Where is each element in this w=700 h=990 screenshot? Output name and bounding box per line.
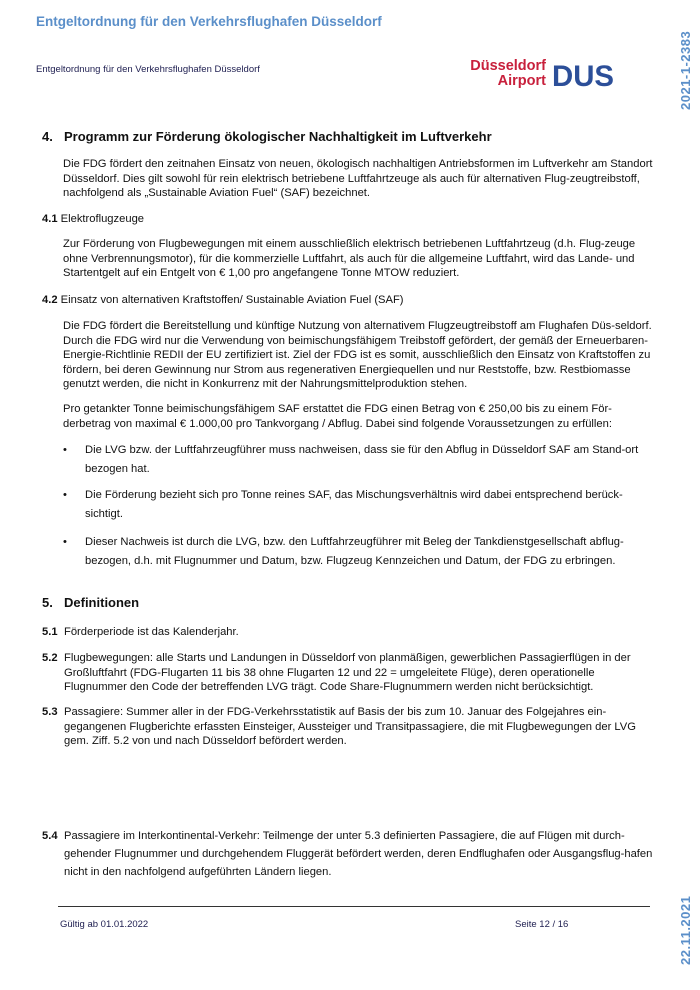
section-4-intro: Die FDG fördert den zeitnahen Einsatz von neuen, ökologisch nachhaltigen Antriebsformen im Luftverkehr am Standort Düsseldorf. Dies gilt sowohl für rein elektrisch betriebene Luftfahrtzeuge als auch für alternativen Flug-zeugtreibstoff, nachfolgend als „Sustainable Aviation Fuel“ (SAF) bezeichnet.: [63, 158, 653, 200]
definition-text: Passagiere im Interkontinental-Verkehr: Teilmenge der unter 5.3 definierten Passagiere, die auf Flügen mit durch-gehender Flugnummer und durchgehendem Fluggerät befördert werden, deren Endflughafen oder Ausgangsflug-hafen nicht in den nachfolgend aufgeführten Ländern liegen.: [64, 830, 653, 878]
logo-line-2: Airport: [497, 73, 546, 89]
bullet-icon: •: [63, 489, 67, 501]
list-item-text: Dieser Nachweis ist durch die LVG, bzw. den Luftfahrzeugführer mit Beleg der Tankdienstgesellschaft abflug-bezogen, d.h. mit Flugnummer und Datum, bzw. Flugzeug Kennzeichen und Datum, der FDG zu erbringen.: [85, 536, 624, 567]
section-4-1-heading: [42, 212, 144, 226]
definition-number: 5.2: [42, 652, 58, 664]
section-4-1-number: 4.1: [42, 213, 58, 225]
definition-text: Flugbewegungen: alle Starts und Landungen in Düsseldorf von planmäßigen, gewerblichen Passagierflügen in der Großluftfahrt (FDG-Flugarten 11 bis 38 ohne Flugarten 12 und 22 = umgeleitete Flüge), deren operationelle Flugnummer den Code der betreffenden LVG trägt. Code Share-Flugnummern werden nicht berücksichtigt.: [64, 652, 631, 694]
section-4-2-title: Einsatz von alternativen Kraftstoffen/ Sustainable Aviation Fuel (SAF): [60, 294, 404, 306]
list-item: [63, 441, 658, 478]
section-5-number: 5.: [42, 595, 53, 610]
section-4-1-text: Zur Förderung von Flugbewegungen mit einem ausschließlich elektrisch betriebenen Luftfahrtzeug (d.h. Flug-zeuge ohne Verbrennungsmotor), für die kommerzielle Luftfahrt, als auch für die allgemeine Luftfahrt, wird das Lande- und Startentgelt auf ein Entgelt von € 1,00 pro angefangene Tonne MTOW reduziert.: [63, 238, 636, 280]
page-header: Entgeltordnung für den Verkehrsflughafen Düsseldorf: [36, 64, 260, 75]
footer-divider: [58, 906, 650, 907]
section-4-2-text-1: Die FDG fördert die Bereitstellung und künftige Nutzung von alternativem Flugzeugtreibstoff am Flughafen Düs-seldorf. Durch die FDG wird nur die Verwendung von beimischungsfähigem Treibstoff gefördert, der gemäß der Erneuerbaren-Energie-Richtlinie REDII der EU zertifiziert ist. Ziel der FDG ist es somit, ausschließlich den Einsatz von Kraftstoffen zu fördern, bei deren Gewinnung nur Strom aus regenerativen Energiequellen und nur Reststoffe, bzw. Restbiomasse genutzt werden, die nicht in Konkurrenz mit der Nahrungsmittelproduktion stehen.: [63, 320, 652, 391]
definition-item: [42, 651, 654, 695]
definition-item: [42, 827, 654, 881]
section-4-number: 4.: [42, 129, 53, 144]
logo-mark-text: DUS: [552, 61, 614, 89]
section-5-title: Definitionen: [64, 595, 140, 610]
section-4-2-number: 4.2: [42, 294, 58, 306]
section-4-2-text-2: Pro getankter Tonne beimischungsfähigem SAF erstattet die FDG einen Betrag von € 250,00 bis zu einem För-derbetrag von maximal € 1.000,00 pro Tankvorgang / Abflug. Dabei sind folgende Voraussetzungen zu erfüllen:: [63, 403, 612, 430]
list-item-text: Die Förderung bezieht sich pro Tonne reines SAF, das Mischungsverhältnis wird dabei entsprechend berück-sichtigt.: [85, 489, 623, 520]
side-date: 22.11.2021: [678, 895, 693, 965]
section-4-2-heading: [42, 293, 404, 307]
definition-number: 5.3: [42, 706, 58, 718]
definition-item: [42, 705, 654, 749]
section-5-heading: [42, 595, 654, 611]
definition-text: Passagiere: Summer aller in der FDG-Verkehrsstatistik auf Basis der bis zum 10. Januar des Folgejahres ein-gegangenen Flugberichte erfassten Einsteiger, Aussteiger und Transitpassagiere, die mit Flugbewegungen der LVG gem. Ziff. 5.2 von und nach Düsseldorf befördert werden.: [64, 706, 636, 748]
bullet-icon: •: [63, 444, 67, 456]
definition-item: [42, 625, 654, 640]
logo-wordmark: [470, 59, 546, 89]
list-item-text: Die LVG bzw. der Luftfahrzeugführer muss nachweisen, dass sie für den Abflug in Düsseldorf SAF am Stand-ort bezogen hat.: [85, 444, 639, 475]
footer-valid-date: Gültig ab 01.01.2022: [60, 919, 149, 930]
bullet-icon: •: [63, 536, 67, 548]
section-4-title: Programm zur Förderung ökologischer Nachhaltigkeit im Luftverkehr: [64, 129, 492, 144]
airport-logo: [468, 57, 616, 93]
section-4-heading: [42, 129, 654, 145]
definition-number: 5.4: [42, 830, 58, 842]
footer-page-number: Seite 12 / 16: [515, 919, 569, 930]
logo-line-1: Düsseldorf: [470, 58, 546, 74]
list-item: [63, 533, 658, 570]
definition-number: 5.1: [42, 626, 58, 638]
document-title: Entgeltordnung für den Verkehrsflughafen Düsseldorf: [36, 14, 382, 29]
list-item: [63, 486, 658, 523]
definition-text: Förderperiode ist das Kalenderjahr.: [64, 626, 239, 638]
section-4-1-title: Elektroflugzeuge: [60, 213, 145, 225]
dus-logo-icon: [552, 61, 616, 89]
side-document-id: 2021-1-2383: [678, 30, 693, 110]
